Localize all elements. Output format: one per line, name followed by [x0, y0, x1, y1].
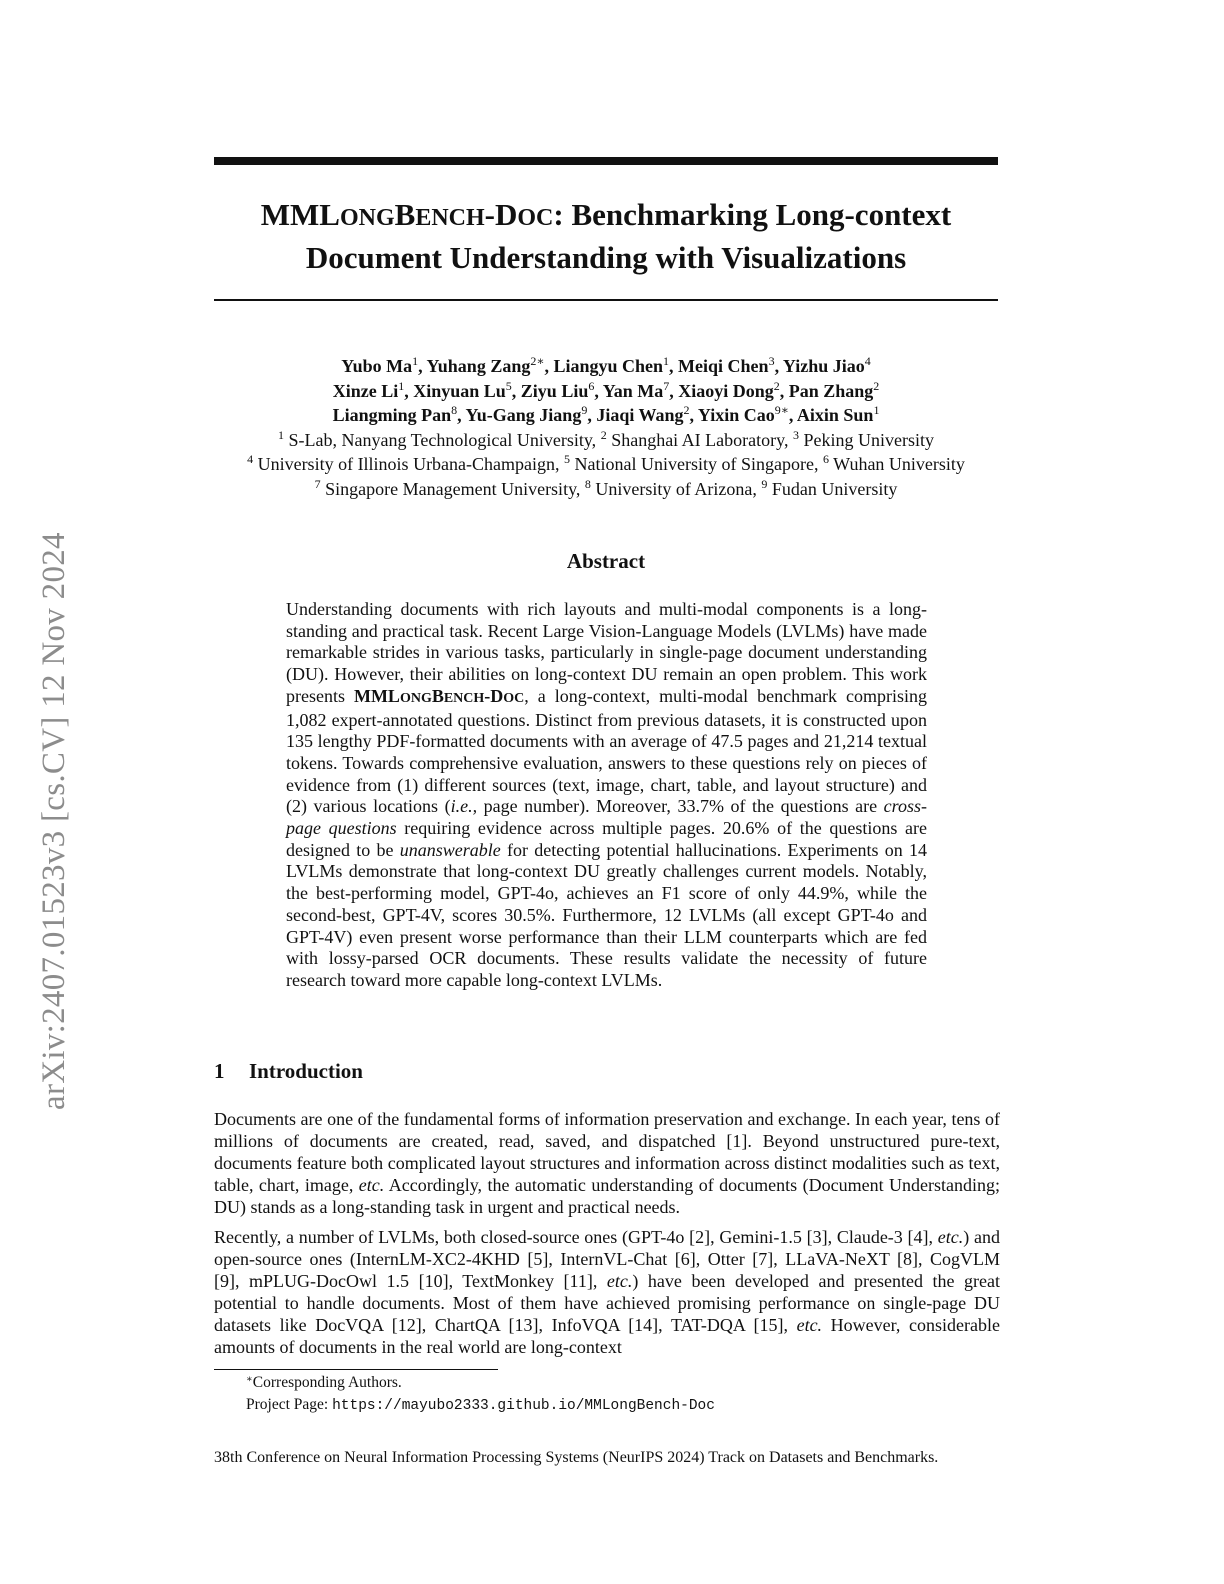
author-name: Yubo Ma	[341, 356, 413, 376]
author-name: Yan Ma	[602, 380, 664, 401]
paragraph-emphasis: etc.	[937, 1227, 964, 1247]
title-line-2: Document Understanding with Visualizations	[305, 240, 907, 275]
paragraph-emphasis: etc.	[606, 1271, 633, 1291]
author-name: Aixin Sun	[796, 405, 874, 425]
affil-mark: 6	[822, 452, 829, 466]
footnote-text: Corresponding Authors.	[252, 1374, 402, 1391]
author-name: Yuhang Zang	[426, 356, 531, 376]
footnote-corresponding	[246, 1373, 715, 1395]
title-seg: ENCH	[415, 205, 485, 231]
intro-paragraph-1	[214, 1108, 1000, 1218]
author-name: Yu-Gang Jiang	[465, 405, 582, 425]
author-affil-mark: 8	[451, 403, 458, 417]
author-name: Xinze Li	[332, 380, 399, 401]
benchmark-seg: OC	[503, 690, 525, 706]
abstract-text: requiring evidence across multiple pages. 20.6% of the questions are designed to be	[286, 818, 927, 860]
affiliation: Shanghai AI Laboratory,	[611, 429, 789, 450]
affiliation: Wuhan University	[833, 454, 965, 474]
author-name: Yizhu Jiao	[782, 356, 865, 376]
footnote-mark: ∗	[246, 1374, 253, 1385]
author-name: Liangyu Chen	[553, 356, 664, 376]
author-affil-mark: 1	[412, 354, 419, 368]
affiliation: Singapore Management University,	[325, 478, 581, 499]
benchmark-seg: MML	[353, 685, 400, 706]
author-affil-mark: 2	[873, 378, 880, 393]
abstract-text: , a long-context, multi-modal benchmark comprising 1,082 expert-annotated questions. Distinct from previous datasets, it is constructed upon 135 lengthy PDF-formatted documents with an average of 47.5 pages and 21,214 textual tokens. Towards comprehensive evaluation, answers to these questions rely on pieces of evidence from (1) different sources (text, image, chart, table, and layout structure) and (2) various locations (	[286, 685, 927, 817]
affil-mark: 8	[584, 476, 591, 491]
section-number: 1	[214, 1059, 225, 1083]
paragraph-emphasis: etc.	[796, 1315, 823, 1335]
title-seg: B	[394, 197, 416, 232]
affiliation: National University of Singapore,	[574, 454, 819, 474]
author-affil-mark: 2	[683, 403, 690, 417]
abstract-text: for detecting potential hallucinations. Experiments on 14 LVLMs demonstrate that long-context DU greatly challenges current models. Notably, the best-performing model, GPT-4o, achieves an F1 score of only 44.9%, while the second-best, GPT-4V, scores 30.5%. Furthermore, 12 LVLMs (all except GPT-4o and GPT-4V) even present worse performance than their LLM counterparts which are fed with lossy-parsed OCR documents. These results validate the necessity of future research toward more capable long-context LVLMs.	[286, 839, 927, 990]
author-affil-mark: 3	[768, 354, 775, 368]
paragraph-emphasis: etc.	[358, 1175, 385, 1195]
abstract-heading: Abstract	[566, 549, 646, 573]
footnotes	[246, 1373, 715, 1416]
title-seg: -D	[484, 197, 518, 232]
arxiv-stamp-text: arXiv:2407.01523v3 [cs.CV] 12 Nov 2024	[36, 532, 72, 1110]
author-affil-mark: 1	[873, 403, 880, 417]
title-line-1	[200, 195, 1012, 238]
author-affil-mark: 7	[663, 378, 670, 393]
benchmark-name	[354, 686, 524, 706]
title-seg: ONG	[339, 205, 395, 231]
author-name: Jiaqi Wang	[596, 405, 684, 425]
title-top-rule	[214, 157, 998, 165]
paper-title	[200, 195, 1012, 277]
affiliation: University of Arizona,	[595, 478, 757, 499]
introduction-heading	[214, 1059, 363, 1084]
author-block	[190, 355, 1022, 502]
author-name: Yixin Cao	[697, 405, 775, 425]
benchmark-seg: B	[431, 685, 444, 706]
paragraph-text: Accordingly, the automatic understanding of documents (Document Understanding; DU) stands as a long-standing task in urgent and practical needs.	[214, 1175, 1001, 1217]
author-name: Xinyuan Lu	[413, 380, 506, 401]
arxiv-identifier-stamp	[36, 404, 76, 1110]
author-affil-mark: 9∗	[774, 403, 789, 417]
author-affil-mark: 2∗	[530, 354, 545, 368]
benchmark-seg: -D	[484, 685, 504, 706]
author-name: Xiaoyi Dong	[678, 380, 774, 401]
paragraph-text: Documents are one of the fundamental forms of information preservation and exchange. In each year, tens of millions of documents are created, read, saved, and dispatched [1]. Beyond unstructured pure-text, documents feature both complicated layout structures and information across distinct modalities such as text, table, chart, image,	[214, 1109, 1000, 1195]
abstract-body	[286, 599, 927, 992]
footnote-rule	[214, 1369, 498, 1370]
abstract-emphasis: cross-page questions	[286, 796, 927, 839]
benchmark-seg: ENCH	[443, 690, 485, 706]
footnote-text: Project Page:	[246, 1396, 333, 1413]
author-line-1: Yubo Ma$^1$, Yuhang Zang$^{2∗}$, Liangyu Chen$^1$, Meiqi Chen$^3$, Yizhu Jiao$^4$	[341, 354, 871, 376]
affiliation: Fudan University	[771, 478, 898, 499]
author-affil-mark: 1	[663, 354, 670, 368]
affiliation-line-2	[190, 453, 1022, 478]
paragraph-text: However, considerable amounts of documents in the real world are long-context	[214, 1315, 1000, 1357]
affiliation: Peking University	[803, 429, 934, 450]
project-page-link[interactable]: https://mayubo2333.github.io/MMLongBench-Doc	[332, 1398, 715, 1414]
affil-mark: 1	[278, 427, 285, 442]
paragraph-text: ) have been developed and presented the great potential to handle documents. Most of them have achieved promising performance on single-page DU datasets like DocVQA [12], ChartQA [13], InfoVQA [14], TAT-DQA [15],	[214, 1271, 1000, 1335]
affil-mark: 9	[761, 476, 768, 491]
affil-mark: 7	[314, 476, 321, 491]
benchmark-seg: ONG	[399, 690, 432, 706]
title-seg: : Benchmarking Long-context	[553, 197, 952, 232]
affiliation: University of Illinois Urbana-Champaign,	[257, 454, 560, 474]
author-name: Ziyu Liu	[520, 380, 589, 401]
author-name: Liangming Pan	[332, 405, 452, 425]
footnote-project-page	[246, 1395, 715, 1416]
author-affil-mark: 5	[505, 378, 512, 393]
abstract-text: page number). Moreover, 33.7% of the questions are	[477, 796, 884, 817]
affiliation: S-Lab, Nanyang Technological University,	[288, 429, 597, 450]
affil-mark: 4	[247, 452, 254, 466]
abstract-emphasis: i.e.,	[450, 796, 478, 817]
author-affil-mark: 9	[581, 403, 588, 417]
paragraph-text: Recently, a number of LVLMs, both closed-source ones (GPT-4o [2], Gemini-1.5 [3], Claude-3 [4],	[214, 1227, 938, 1247]
author-affil-mark: 6	[588, 378, 595, 393]
affil-mark: 2	[600, 427, 607, 442]
affiliation-line-1	[190, 429, 1022, 454]
abstract-emphasis: unanswerable	[399, 839, 501, 860]
author-line-3: Liangming Pan$^8$, Yu-Gang Jiang$^9$, Jiaqi Wang$^2$, Yixin Cao$^{9∗}$, Aixin Sun$^1$	[332, 403, 880, 425]
author-line-2: Xinze Li$^1$, Xinyuan Lu$^5$, Ziyu Liu$^6$, Yan Ma$^7$, Xiaoyi Dong$^2$, Pan Zhang$^2$	[332, 378, 880, 401]
abstract-text: Understanding documents with rich layouts and multi-modal components is a long-standing and practical task. Recent Large Vision-Language Models (LVLMs) have made remarkable strides in various tasks, particularly in single-page document understanding (DU). However, their abilities on long-context DU remain an open problem. This work presents	[286, 599, 927, 706]
affil-mark: 5	[564, 452, 571, 466]
affiliation-line-3	[190, 478, 1022, 503]
author-affil-mark: 1	[398, 378, 405, 393]
section-title: Introduction	[249, 1059, 363, 1083]
title-seg: MML	[260, 197, 340, 232]
author-affil-mark: 2	[773, 378, 780, 393]
intro-paragraph-2	[214, 1226, 1000, 1358]
venue-footer: 38th Conference on Neural Information Processing Systems (NeurIPS 2024) Track on Datasets and Benchmarks.	[214, 1449, 939, 1466]
author-name: Meiqi Chen	[678, 356, 769, 376]
author-affil-mark: 4	[864, 354, 871, 368]
author-name: Pan Zhang	[788, 380, 874, 401]
affil-mark: 3	[792, 427, 799, 442]
title-bottom-rule	[214, 299, 998, 301]
title-seg: OC	[517, 205, 554, 231]
paragraph-text: ) and open-source ones (InternLM-XC2-4KHD [5], InternVL-Chat [6], Otter [7], LLaVA-NeXT [8], CogVLM [9], mPLUG-DocOwl 1.5 [10], TextMonkey [11],	[214, 1227, 1001, 1291]
